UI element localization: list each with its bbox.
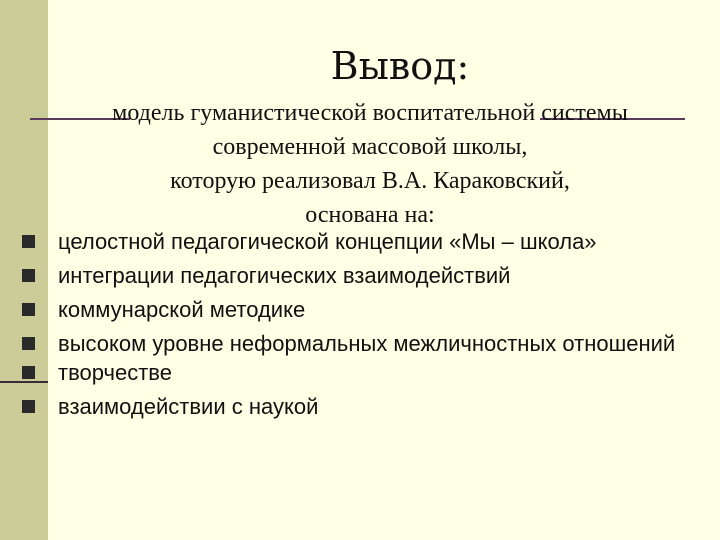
square-bullet-icon [22,303,35,316]
bullet-text: творчестве [58,360,172,385]
bullet-item [0,359,700,386]
subtitle-line: современной массовой школы, [212,134,528,160]
bullet-list [0,228,700,427]
bullet-item [0,393,700,420]
bullet-item [0,330,698,357]
square-bullet-icon [22,337,35,350]
bullet-text: интеграции педагогических взаимодействий [58,263,511,288]
bullet-text: высоком уровне неформальных межличностных отношений [58,331,676,356]
square-bullet-icon [22,400,35,413]
bullet-text: взаимодействии с наукой [58,394,319,419]
subtitle-line: модель гуманистической воспитательной системы [112,100,628,126]
subtitle-line: основана на: [305,202,435,228]
bullet-item [0,262,700,289]
bullet-item [0,296,700,323]
bullet-item [0,228,700,255]
slide-title: Вывод: [330,44,470,88]
bullet-text: коммунарской методике [58,297,306,322]
square-bullet-icon [22,235,35,248]
bullet-text: целостной педагогической концепции «Мы – школа» [58,229,597,254]
square-bullet-icon [22,366,35,379]
slide-subtitle [50,96,690,232]
square-bullet-icon [22,269,35,282]
subtitle-line: которую реализовал В.А. Караковский, [170,168,570,194]
